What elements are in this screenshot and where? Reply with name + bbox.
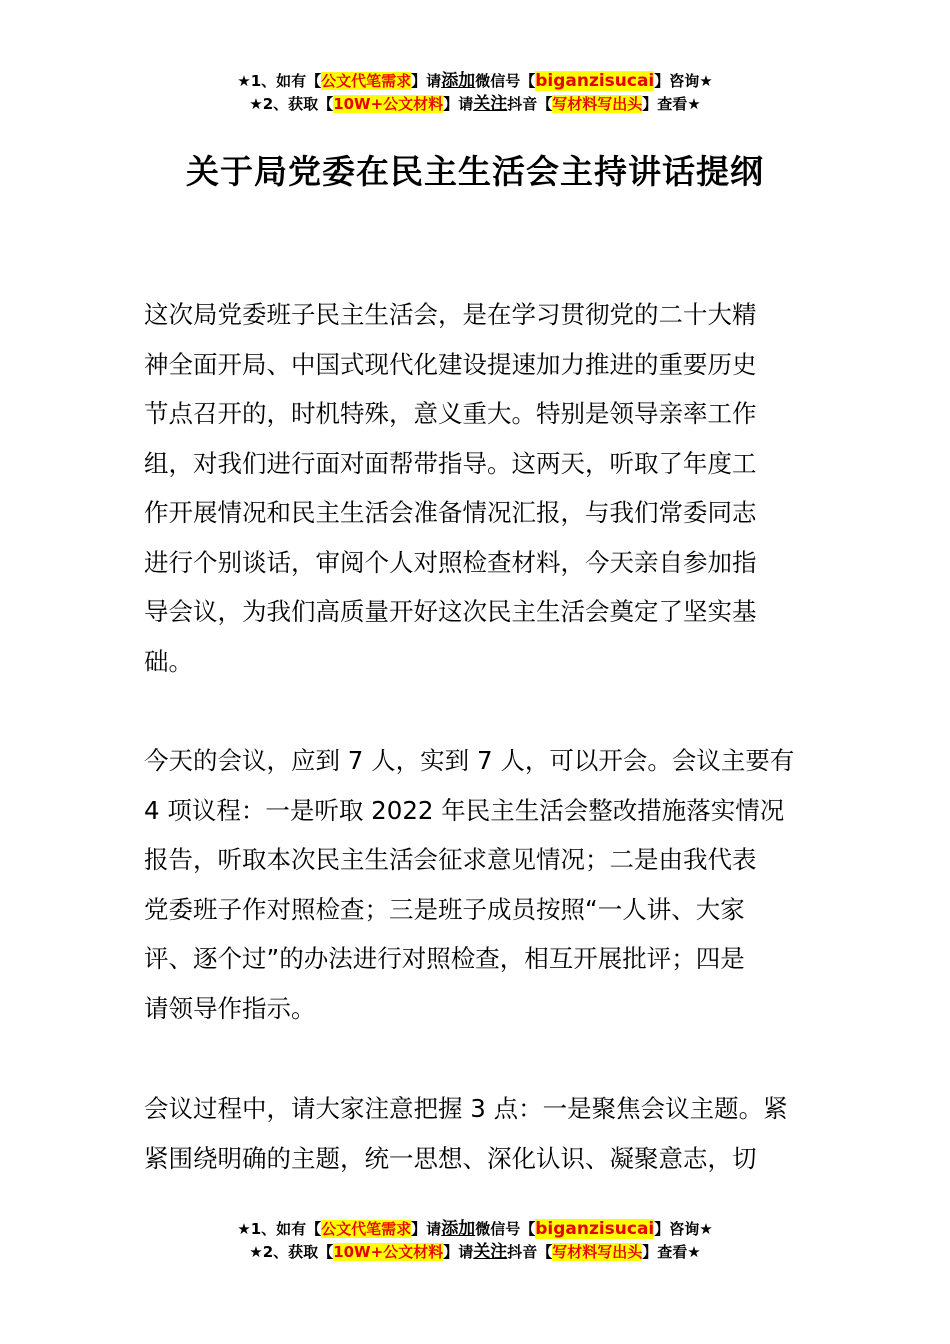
- promo-underlined: 关注: [473, 1242, 508, 1262]
- promo-text: 微信号【: [475, 1220, 536, 1238]
- promo-highlight-douyin: 写材料写出头: [552, 1243, 643, 1261]
- promo-text: ★1、如有【: [237, 1220, 322, 1238]
- promo-text: ★2、获取【: [249, 1243, 334, 1261]
- text-line: 进行个别谈话，审阅个人对照检查材料，今天亲自参加指: [144, 547, 757, 577]
- promo-highlight-wechat: biganzisucai: [535, 71, 655, 91]
- promo-line-1: [0, 70, 950, 93]
- promo-underlined: 关注: [473, 94, 508, 114]
- promo-highlight: 公文代笔需求: [321, 72, 412, 90]
- text-line: 神全面开局、中国式现代化建设提速加力推进的重要历史: [144, 349, 757, 379]
- promo-highlight-wechat: biganzisucai: [535, 1219, 655, 1239]
- promo-underlined: 添加: [441, 71, 476, 91]
- paragraph-3: [144, 1084, 808, 1183]
- text-line: 导会议，为我们高质量开好这次民主生活会奠定了坚实基: [144, 597, 757, 626]
- promo-text: 】咨询★: [654, 72, 713, 90]
- promo-text: 】查看★: [642, 1243, 701, 1261]
- text-line: 作开展情况和民主生活会准备情况汇报，与我们常委同志: [144, 498, 757, 527]
- promo-text: ★2、获取【: [249, 95, 334, 113]
- promo-text: 】请: [443, 95, 474, 113]
- text-line: 节点召开的，时机特殊，意义重大。特别是领导亲率工作: [144, 399, 757, 428]
- promo-text: 】咨询★: [654, 1220, 713, 1238]
- text-line: 础。: [144, 646, 193, 676]
- promo-underlined: 添加: [441, 1219, 476, 1239]
- header-promo-banner: [0, 70, 950, 116]
- promo-highlight: 公文代笔需求: [321, 1220, 412, 1238]
- promo-highlight: 10W+公文材料: [333, 1243, 444, 1261]
- text-line: 党委班子作对照检查；三是班子成员按照“一人讲、大家: [144, 894, 745, 924]
- text-line: 今天的会议，应到 7 人，实到 7 人，可以开会。会议主要有: [144, 746, 795, 775]
- promo-text: ★1、如有【: [237, 72, 322, 90]
- footer-promo-banner: [0, 1218, 950, 1264]
- promo-text: 抖音【: [507, 95, 553, 113]
- text-line: 评、逐个过”的办法进行对照检查，相互开展批评；四是: [144, 944, 745, 973]
- promo-text: 】请: [411, 72, 442, 90]
- promo-text: 】请: [411, 1220, 442, 1238]
- promo-line-2: [0, 1241, 950, 1264]
- promo-text: 抖音【: [507, 1243, 553, 1261]
- text-line: 报告，听取本次民主生活会征求意见情况；二是由我代表: [144, 845, 757, 874]
- promo-text: 微信号【: [475, 72, 536, 90]
- promo-highlight: 10W+公文材料: [333, 95, 444, 113]
- promo-highlight-douyin: 写材料写出头: [552, 95, 643, 113]
- text-line: 紧围绕明确的主题，统一思想、深化认识、凝聚意志，切: [144, 1143, 757, 1173]
- paragraph-2: [144, 736, 808, 1033]
- text-line: 这次局党委班子民主生活会，是在学习贯彻党的二十大精: [144, 300, 757, 329]
- promo-line-1: [0, 1218, 950, 1241]
- text-line: 请领导作指示。: [144, 993, 316, 1023]
- text-line: 4 项议程：一是听取 2022 年民主生活会整改措施落实情况: [144, 795, 785, 825]
- promo-text: 】查看★: [642, 95, 701, 113]
- paragraph-1: [144, 290, 808, 686]
- text-line: 会议过程中，请大家注意把握 3 点：一是聚焦会议主题。紧: [144, 1094, 788, 1123]
- promo-line-2: [0, 93, 950, 116]
- promo-text: 】请: [443, 1243, 474, 1261]
- document-title: 关于局党委在民主生活会主持讲话提纲: [186, 152, 764, 191]
- text-line: 组，对我们进行面对面帮带指导。这两天，听取了年度工: [144, 448, 757, 478]
